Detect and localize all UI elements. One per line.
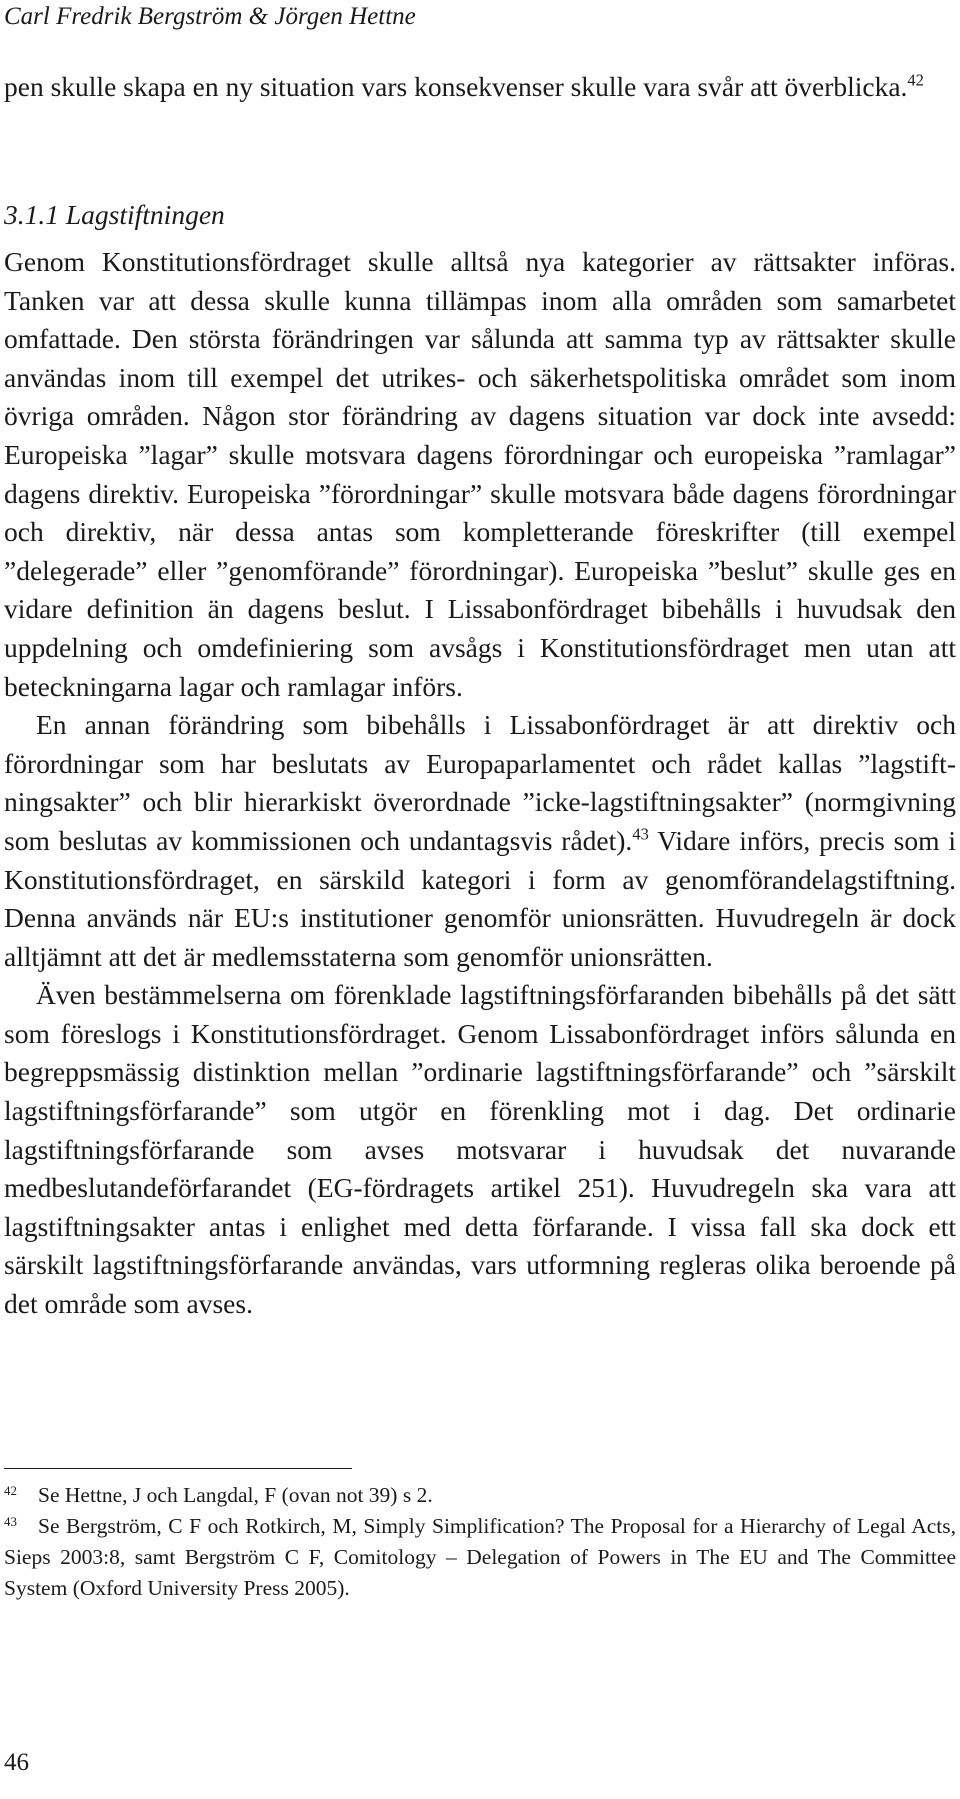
footnote-ref-42: 42	[907, 70, 924, 90]
page-number: 46	[4, 1749, 29, 1776]
footnotes	[4, 1480, 956, 1604]
section-heading: 3.1.1 Lagstiftningen	[4, 199, 225, 230]
footnote-42: 42 Se Hettne, J och Langdal, F (ovan not 39) s 2.	[4, 1483, 433, 1507]
paragraph-3: Även bestämmelserna om förenklade lagstiftningsförfaranden bibehålls på det sätt som föreslogs i Konstitutionsfördraget. Genom Lissabonfördraget införs sålunda en begreppsmässig distinktion mellan ”ordinarie lagstiftningsförfarande” och ”särskilt lagstiftningsförfarande” som utgör en förenkling mot i dag. Det ordinarie lagstiftningsförfarande som avses motsvarar i huvudsak det nuvarande medbeslutandeförfarandet (EG-fördragets artikel 251). Huvudregeln ska vara att lagstiftningsakter antas i enlighet med detta förfarande. I vissa fall ska dock ett särskilt lagstiftningsförfarande användas, vars utformning regleras olika beroende på det område som avses.	[4, 979, 956, 1320]
footnote-divider	[4, 1468, 352, 1469]
section-body	[4, 243, 956, 1324]
footnote-text: Se Bergström, C F och Rotkirch, M, Simply Simplification? The Proposal for a Hierarchy of Legal Acts, Sieps 2003:8, samt Bergström C F, Comitology – Delegation of Powers in The EU and The Committee System (Oxford University Press 2005).	[4, 1514, 956, 1600]
paragraph-2-part-a: En annan förändring som bibehålls i Lissabonfördraget är att direktiv och förordningar som har beslutats av Europaparlamentet och rådet kallas ”lagstiftningsakter” och blir hierarkiskt överordnade ”icke-lagstiftningsakter” (normgivning som beslutas av kommissionen och undantagsvis rådet).	[4, 709, 956, 856]
footnote-ref-43: 43	[632, 824, 649, 844]
footnote-43: 43 Se Bergström, C F och Rotkirch, M, Simply Simplification? The Proposal for a Hierarchy of Legal Acts, Sieps 2003:8, samt Bergström C F, Comitology – Delegation of Powers in The EU and The Committee System (Oxford University Press 2005).	[4, 1514, 956, 1600]
running-head: Carl Fredrik Bergström & Jörgen Hettne	[4, 3, 416, 30]
intro-text: pen skulle skapa en ny situation vars konsekvenser skulle vara svår att överblicka.	[4, 71, 908, 102]
footnote-text: Se Hettne, J och Langdal, F (ovan not 39) s 2.	[38, 1483, 433, 1507]
document-page	[4, 0, 956, 1799]
paragraph-2	[4, 706, 956, 976]
paragraph-1: Genom Konstitutionsfördraget skulle alltså nya kategorier av rättsakter införas. Tanken var att dessa skulle kunna tillämpas inom alla områden som samarbetet omfattade. Den största förändringen var sålunda att samma typ av rättsakter skulle användas inom till exempel det utrikes- och säkerhetspolitiska området som inom övriga områden. Någon stor förändring av dagens situation var dock inte avsedd: Europeiska ”lagar” skulle motsvara dagens förordningar och europeiska ”ramlagar” dagens direktiv. Europeiska ”förordningar” skulle motsvara både dagens förordningar och direktiv, när dessa antas som kompletterande föreskrifter (till exempel ”delegerade” eller ”genomförande” förordningar). Europeiska ”beslut” skulle ges en vidare definition än dagens beslut. I Lissabonfördraget bibehålls i huvudsak den uppdelning och omdefiniering som avsågs i Konstitutionsfördraget men utan att beteckningarna lagar och ramlagar införs.	[4, 246, 956, 702]
intro-paragraph	[4, 68, 956, 107]
paragraph-2-part-b: Vidare införs, precis som i Konstitutionsfördraget, en särskild kategori i form av genomförandelagstiftning. Denna används när EU:s institutioner genomför unionsrätten. Huvudregeln är dock alltjämnt att det är medlemsstaterna som genomför unionsrätten.	[4, 824, 956, 972]
